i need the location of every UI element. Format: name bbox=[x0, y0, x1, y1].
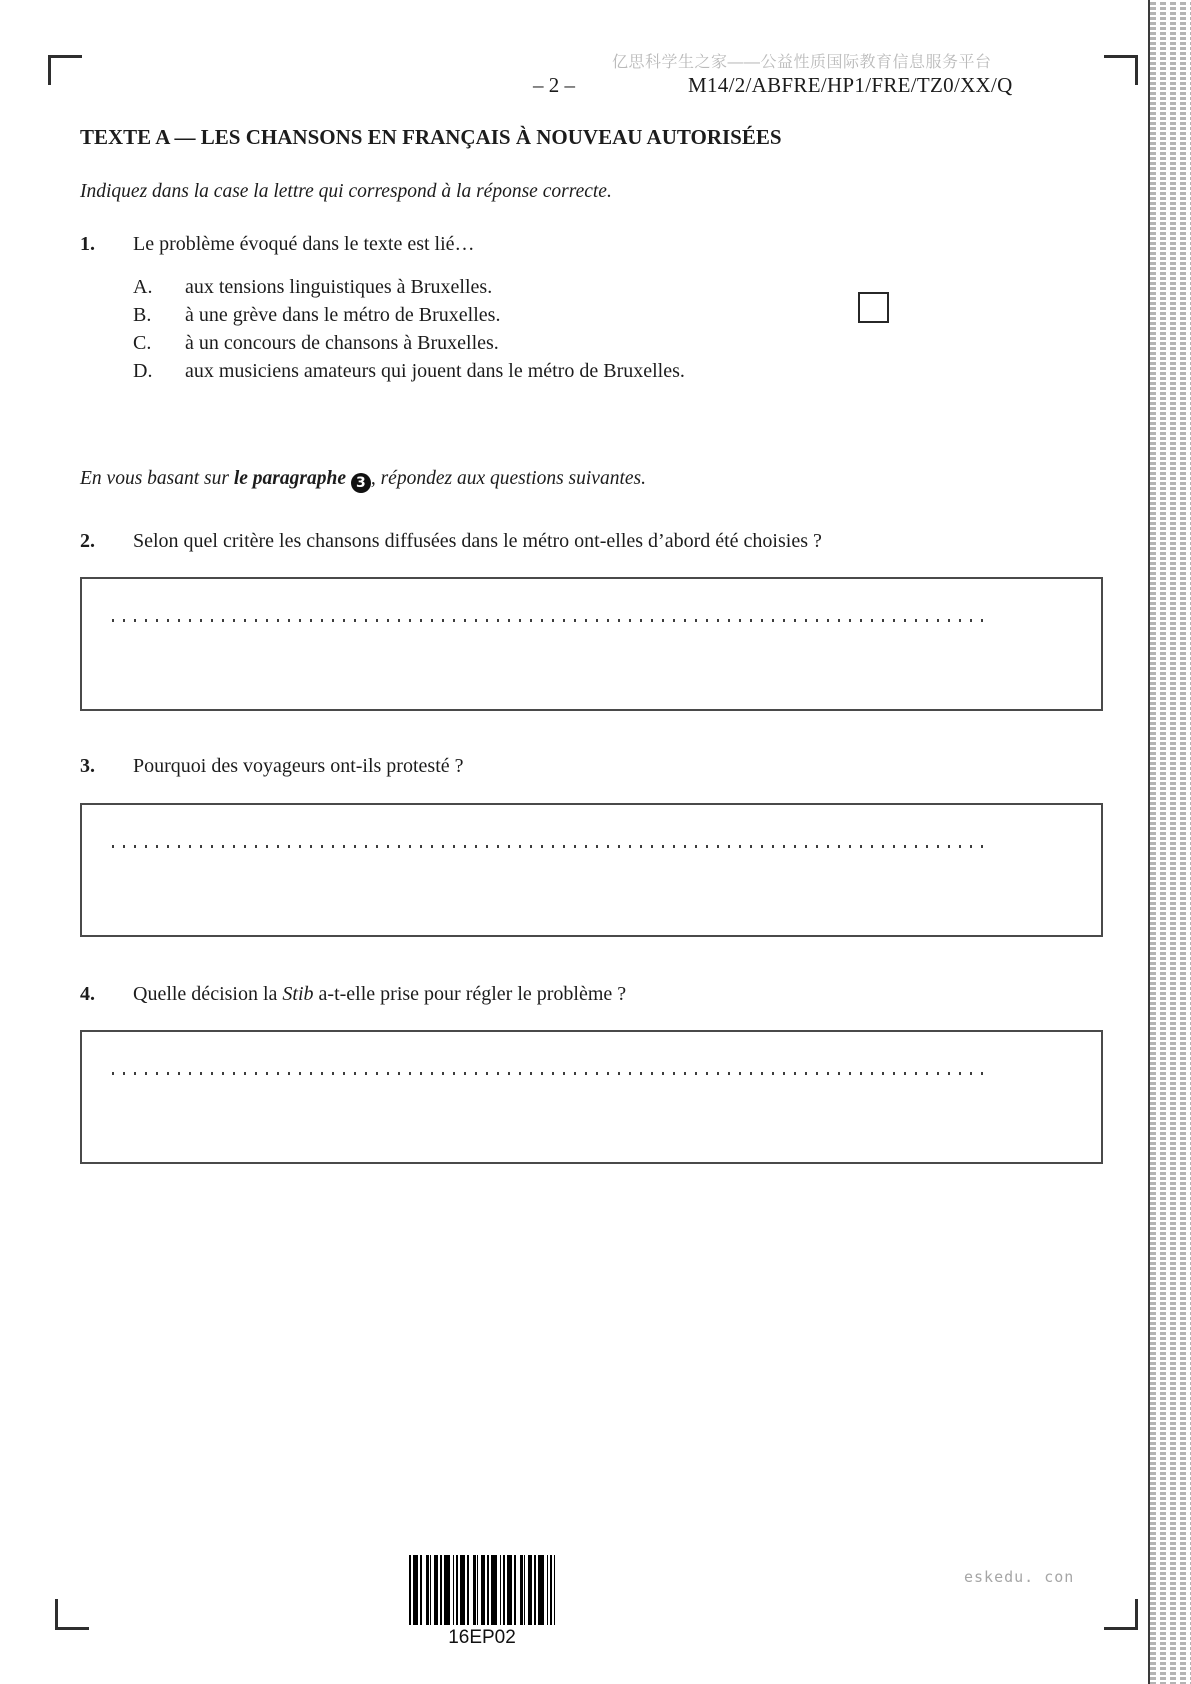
answer-dotted-line-q2 bbox=[112, 619, 985, 622]
option-c-letter: C. bbox=[133, 332, 152, 354]
answer-box-q3[interactable] bbox=[80, 803, 1103, 937]
option-b bbox=[133, 304, 500, 327]
question-4-text-suffix: a-t-elle prise pour régler le problème ? bbox=[313, 983, 627, 1005]
option-a-letter: A. bbox=[133, 276, 153, 298]
option-a-text: aux tensions linguistiques à Bruxelles. bbox=[185, 276, 493, 298]
binding-texture-strip bbox=[1148, 0, 1191, 1684]
answer-box-q4[interactable] bbox=[80, 1030, 1103, 1164]
option-c-text: à un concours de chansons à Bruxelles. bbox=[185, 332, 499, 354]
question-2-number: 2. bbox=[80, 530, 95, 552]
text-a-title: TEXTE A — LES CHANSONS EN FRANÇAIS À NOUVEAU AUTORISÉES bbox=[80, 125, 782, 149]
option-d-text: aux musiciens amateurs qui jouent dans le métro de Bruxelles. bbox=[185, 360, 685, 382]
question-4-text-italic: Stib bbox=[282, 983, 314, 1005]
page-barcode bbox=[409, 1555, 555, 1625]
question-3-text: Pourquoi des voyageurs ont-ils protesté ? bbox=[133, 755, 464, 777]
page-number: – 2 – bbox=[533, 73, 575, 97]
crop-mark-bottom-left bbox=[55, 1599, 89, 1630]
question-3 bbox=[80, 755, 464, 778]
question-1-text: Le problème évoqué dans le texte est lié… bbox=[133, 233, 475, 255]
answer-box-q2[interactable] bbox=[80, 577, 1103, 711]
note-prefix: En vous basant sur bbox=[80, 468, 234, 489]
answer-dotted-line-q4 bbox=[112, 1072, 985, 1075]
option-b-text: à une grève dans le métro de Bruxelles. bbox=[185, 304, 501, 326]
crop-mark-top-left bbox=[48, 55, 82, 85]
question-4-number: 4. bbox=[80, 983, 95, 1005]
crop-mark-bottom-right bbox=[1104, 1599, 1138, 1630]
barcode-label: 16EP02 bbox=[448, 1627, 516, 1648]
question-3-number: 3. bbox=[80, 755, 95, 777]
option-a bbox=[133, 276, 492, 299]
question-4 bbox=[80, 983, 626, 1006]
question-2 bbox=[80, 530, 822, 553]
question-2-text: Selon quel critère les chansons diffusées dans le métro ont-elles d’abord été choisies ? bbox=[133, 530, 822, 552]
paragraph-reference-note bbox=[80, 468, 646, 493]
option-c bbox=[133, 332, 499, 355]
question-1 bbox=[80, 233, 475, 256]
crop-mark-top-right bbox=[1104, 55, 1138, 85]
platform-watermark: 亿思科学生之家——公益性质国际教育信息服务平台 bbox=[612, 54, 992, 71]
paragraph-3-badge: 3 bbox=[351, 473, 371, 493]
exam-code: M14/2/ABFRE/HP1/FRE/TZ0/XX/Q bbox=[688, 73, 1013, 97]
question-1-number: 1. bbox=[80, 233, 95, 255]
answer-dotted-line-q3 bbox=[112, 845, 985, 848]
option-d-letter: D. bbox=[133, 360, 153, 382]
question-4-text-prefix: Quelle décision la bbox=[133, 983, 283, 1005]
site-watermark: eskedu. con bbox=[964, 1568, 1075, 1586]
answer-checkbox-q1[interactable] bbox=[858, 292, 889, 323]
mcq-instruction: Indiquez dans la case la lettre qui correspond à la réponse correcte. bbox=[80, 181, 612, 202]
option-d bbox=[133, 360, 685, 383]
note-bold-part: le paragraphe bbox=[233, 468, 351, 489]
option-b-letter: B. bbox=[133, 304, 152, 326]
note-suffix: , répondez aux questions suivantes. bbox=[370, 468, 646, 489]
